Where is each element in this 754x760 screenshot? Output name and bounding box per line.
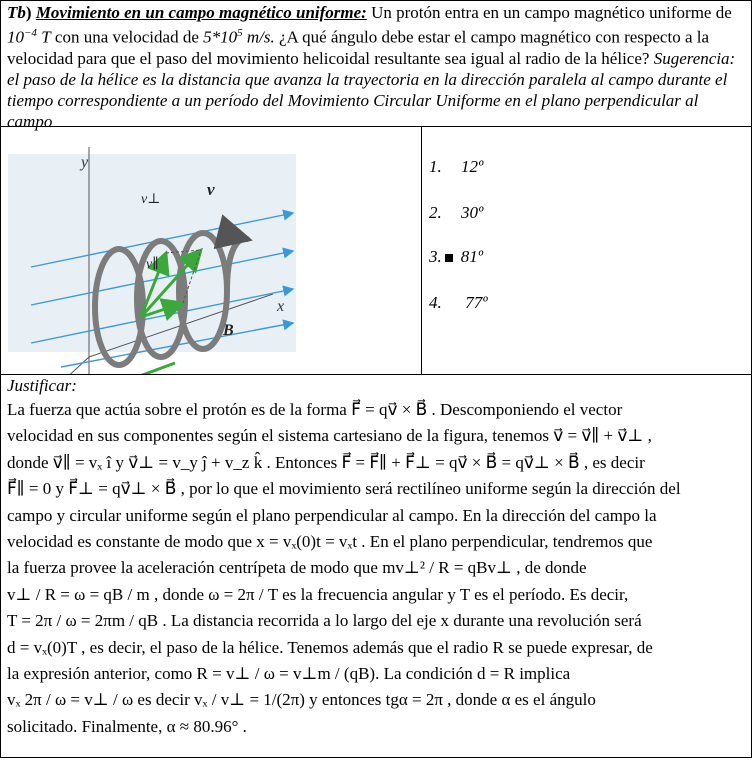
option-number: 4.	[429, 293, 442, 312]
field-unit: T	[36, 27, 51, 47]
option-value: 12º	[461, 157, 484, 176]
field-exponent: −4	[24, 27, 37, 39]
justification-line: velocidad en sus componentes según el sistema cartesiano de la figura, tenemos v⃗ = v⃗∥ + v⃗⊥ ,	[7, 426, 652, 446]
v-label: v	[207, 180, 215, 199]
justification-line: F⃗∥ = 0 y F⃗⊥ = qv⃗⊥ × B⃗ , por lo que el movimiento será rectilíneo uniforme según la dirección del	[7, 479, 681, 499]
justification	[1, 375, 751, 740]
justification-line: v⊥ / R = ω = qB / m , donde ω = 2π / T es la frecuencia angular y T es el período. Es decir,	[7, 584, 629, 604]
justification-line: vₓ 2π / ω = v⊥ / ω es decir vₓ / v⊥ = 1/(2π) y entonces tgα = 2π , donde α es el ángulo	[7, 690, 596, 710]
statement-text-3: ¿A qué ángulo debe estar el campo magnético con respecto a la velocidad para que el paso del movimiento helicoidal resultante sea igual al radio de la hélice?	[7, 27, 710, 68]
justification-line: T = 2π / ω = 2πm / qB . La distancia recorrida a lo largo del eje x durante una revolución será	[7, 611, 642, 631]
speed-exponent: 5	[237, 27, 243, 39]
option-number: 3.	[429, 247, 442, 266]
justification-line: la fuerza provee la aceleración centrípeta de modo que mv⊥² / R = qBv⊥ , de donde	[7, 558, 587, 578]
option-1[interactable]	[429, 157, 483, 177]
figure-and-options-row	[1, 127, 751, 375]
speed-value: 5*10	[203, 27, 238, 47]
option-value: 30º	[461, 203, 484, 222]
figure-cell	[1, 127, 422, 374]
justification-line: La fuerza que actúa sobre el protón es de la forma F⃗ = qv⃗ × B⃗ . Descomponiendo el vector	[7, 400, 623, 419]
justification-line: solicitado. Finalmente, α ≈ 80.96° .	[7, 716, 247, 736]
axis-x-label: x	[277, 298, 285, 315]
hint-text: Sugerencia: el paso de la hélice es la distancia que avanza la trayectoria en la dirección paralela al campo durante el tiempo correspondiente a un período del Movimiento Circular Uniforme en el plano perpendicular al campo	[7, 48, 736, 131]
field-value: 10	[7, 27, 24, 47]
justification-line: velocidad es constante de modo que x = vₓ(0)t = vₓt . En el plano perpendicular, tendremos que	[7, 532, 653, 552]
problem-title: Movimiento en un campo magnético uniforme:	[35, 3, 367, 22]
v-par-label: v∥	[146, 257, 159, 272]
option-number: 2.	[429, 203, 442, 222]
helix-end	[227, 239, 247, 291]
statement-text-1: Un protón entra en un campo magnético uniforme de	[366, 3, 732, 22]
v-parallel-vector	[137, 363, 175, 374]
option-value: 81º	[460, 247, 484, 266]
helix-coils	[95, 233, 247, 365]
justification-line: d = vₓ(0)T , es decir, el paso de la hélice. Tenemos además que el radio R se puede expresar, de	[7, 637, 653, 657]
justification-line: la expresión anterior, como R = v⊥ / ω = v⊥m / (qB). La condición d = R implica	[7, 664, 571, 684]
problem-statement: Tb) Movimiento en un campo magnético uniforme: Un protón entra en un campo magnético uniforme de $10^{-4}$ T con una velocidad de $5*10^5$ m/s. ¿A qué ángulo debe estar el campo magnético con respecto a la velocidad para que el paso del movimiento helicoidal resultante sea igual al radio de la hélice? Sugerencia: el paso de la hélice es la distancia que avanza la trayectoria en la dirección paralela al campo durante el tiempo correspondiente a un período del Movimiento Circular Uniforme en el plano perpendicular al campo	[1, 1, 751, 127]
option-4[interactable]	[429, 293, 488, 313]
justification-line: campo y circular uniforme según el plano perpendicular al campo. En la dirección del campo la	[7, 505, 657, 525]
speed-unit: m/s.	[242, 27, 275, 47]
helix-figure	[1, 127, 421, 374]
axis-y-label: y	[81, 154, 89, 171]
option-3[interactable]	[429, 247, 483, 267]
justification-title: Justificar:	[7, 376, 77, 395]
justification-line: donde v⃗∥ = vₓ î y v⃗⊥ = v_y ĵ + v_z k̂ . Entonces F⃗ = F⃗∥ + F⃗⊥ = qv⃗ × B⃗ = qv⃗⊥ × B⃗ , es decir	[7, 452, 645, 472]
statement-text-2: con una velocidad de	[50, 27, 204, 47]
v-perp-label: v⊥	[141, 192, 161, 207]
selected-mark-icon	[445, 254, 453, 262]
option-value: 77º	[465, 293, 488, 312]
option-number: 1.	[429, 157, 442, 176]
b-label: B	[223, 322, 234, 339]
option-2[interactable]	[429, 203, 483, 223]
problem-label: Tb	[7, 3, 26, 22]
